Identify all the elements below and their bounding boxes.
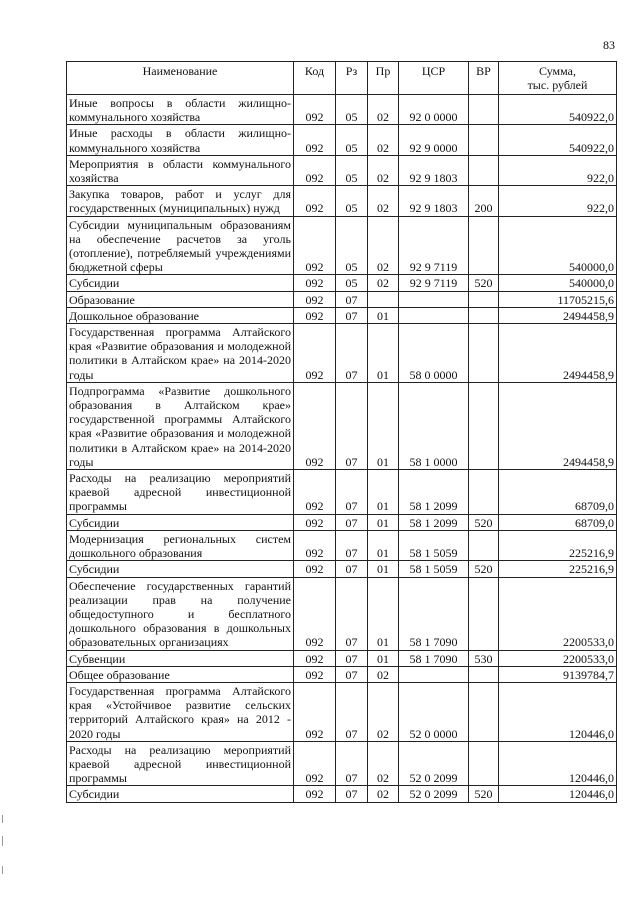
cell-name: Общее образование — [67, 666, 294, 682]
cell-rz: 07 — [336, 470, 368, 515]
cell-vr: 520 — [469, 275, 499, 291]
cell-name: Иные расходы в области жилищно-коммунального хозяйства — [67, 125, 294, 155]
header-kod: Код — [294, 62, 336, 95]
cell-kod: 092 — [294, 577, 336, 650]
cell-csr: 52 0 2099 — [399, 786, 469, 802]
cell-rz: 07 — [336, 786, 368, 802]
cell-kod: 092 — [294, 382, 336, 469]
table-row — [67, 666, 617, 682]
cell-pr: 01 — [368, 324, 399, 383]
header-pr: Пр — [368, 62, 399, 95]
table-row — [67, 530, 617, 560]
cell-kod: 092 — [294, 470, 336, 515]
cell-sum: 540000,0 — [499, 275, 617, 291]
table-row — [67, 577, 617, 650]
cell-kod: 092 — [294, 125, 336, 155]
cell-csr: 58 1 2099 — [399, 514, 469, 530]
cell-sum: 540922,0 — [499, 125, 617, 155]
cell-kod: 092 — [294, 786, 336, 802]
cell-rz: 07 — [336, 741, 368, 786]
table-header-row — [67, 62, 617, 95]
cell-vr: 520 — [469, 561, 499, 577]
cell-pr: 01 — [368, 514, 399, 530]
cell-pr: 02 — [368, 216, 399, 275]
cell-name: Иные вопросы в области жилищно-коммунального хозяйства — [67, 95, 294, 125]
cell-sum: 2494458,9 — [499, 382, 617, 469]
table-row — [67, 275, 617, 291]
cell-sum: 2494458,9 — [499, 324, 617, 383]
header-vr: ВР — [469, 62, 499, 95]
cell-sum: 68709,0 — [499, 470, 617, 515]
cell-pr: 02 — [368, 786, 399, 802]
cell-csr: 58 0 0000 — [399, 324, 469, 383]
cell-rz: 07 — [336, 682, 368, 741]
cell-csr — [399, 291, 469, 307]
cell-pr: 01 — [368, 650, 399, 666]
cell-sum: 11705215,6 — [499, 291, 617, 307]
cell-sum: 225216,9 — [499, 530, 617, 560]
header-sum-line2: тыс. рублей — [527, 78, 588, 93]
cell-pr: 01 — [368, 530, 399, 560]
cell-rz: 05 — [336, 125, 368, 155]
cell-sum: 2200533,0 — [499, 650, 617, 666]
table-row — [67, 514, 617, 530]
cell-sum: 540000,0 — [499, 216, 617, 275]
cell-kod: 092 — [294, 216, 336, 275]
cell-rz: 07 — [336, 530, 368, 560]
header-csr: ЦСР — [399, 62, 469, 95]
cell-csr — [399, 307, 469, 323]
cell-pr: 02 — [368, 275, 399, 291]
cell-pr — [368, 291, 399, 307]
cell-sum: 225216,9 — [499, 561, 617, 577]
table-row — [67, 682, 617, 741]
cell-name: Закупка товаров, работ и услуг для государственных (муниципальных) нужд — [67, 186, 294, 216]
cell-pr: 01 — [368, 577, 399, 650]
scan-artifact — [2, 866, 3, 874]
cell-csr: 58 1 7090 — [399, 650, 469, 666]
cell-rz: 07 — [336, 291, 368, 307]
cell-vr — [469, 470, 499, 515]
table-row — [67, 650, 617, 666]
cell-pr: 02 — [368, 741, 399, 786]
cell-vr — [469, 682, 499, 741]
table-row — [67, 307, 617, 323]
cell-rz: 05 — [336, 186, 368, 216]
cell-kod: 092 — [294, 186, 336, 216]
cell-name: Расходы на реализацию мероприятий краевой адресной инвестиционной программы — [67, 470, 294, 515]
cell-pr: 01 — [368, 561, 399, 577]
table-row — [67, 561, 617, 577]
cell-vr — [469, 125, 499, 155]
budget-table — [66, 61, 617, 803]
cell-vr: 530 — [469, 650, 499, 666]
cell-rz: 05 — [336, 216, 368, 275]
cell-name: Субвенции — [67, 650, 294, 666]
cell-sum: 120446,0 — [499, 741, 617, 786]
cell-kod: 092 — [294, 682, 336, 741]
header-rz: Рз — [336, 62, 368, 95]
cell-name: Мероприятия в области коммунального хозяйства — [67, 155, 294, 185]
cell-name: Модернизация региональных систем дошкольного образования — [67, 530, 294, 560]
table-row — [67, 95, 617, 125]
table-row — [67, 216, 617, 275]
cell-name: Образование — [67, 291, 294, 307]
cell-pr: 02 — [368, 666, 399, 682]
cell-csr: 92 9 7119 — [399, 275, 469, 291]
cell-kod: 092 — [294, 275, 336, 291]
cell-kod: 092 — [294, 514, 336, 530]
cell-pr: 01 — [368, 382, 399, 469]
cell-pr: 02 — [368, 125, 399, 155]
cell-csr: 92 9 1803 — [399, 155, 469, 185]
cell-name: Субсидии — [67, 561, 294, 577]
cell-csr: 58 1 7090 — [399, 577, 469, 650]
cell-vr — [469, 666, 499, 682]
cell-sum: 9139784,7 — [499, 666, 617, 682]
cell-pr: 01 — [368, 470, 399, 515]
cell-name: Государственная программа Алтайского края «Устойчивое развитие сельских территорий Алтайского края» на 2012 - 2020 годы — [67, 682, 294, 741]
cell-csr: 92 9 0000 — [399, 125, 469, 155]
cell-rz: 07 — [336, 650, 368, 666]
table-row — [67, 125, 617, 155]
cell-vr — [469, 530, 499, 560]
page-number: 83 — [603, 38, 615, 52]
cell-vr: 520 — [469, 514, 499, 530]
cell-vr — [469, 382, 499, 469]
table-row — [67, 382, 617, 469]
cell-kod: 092 — [294, 324, 336, 383]
cell-sum: 2494458,9 — [499, 307, 617, 323]
table-row — [67, 470, 617, 515]
cell-csr: 58 1 0000 — [399, 382, 469, 469]
cell-csr: 92 9 7119 — [399, 216, 469, 275]
cell-csr: 52 0 2099 — [399, 741, 469, 786]
cell-name: Расходы на реализацию мероприятий краевой адресной инвестиционной программы — [67, 741, 294, 786]
cell-csr: 58 1 5059 — [399, 530, 469, 560]
cell-sum: 2200533,0 — [499, 577, 617, 650]
cell-kod: 092 — [294, 307, 336, 323]
cell-vr — [469, 324, 499, 383]
table-row — [67, 324, 617, 383]
cell-csr: 58 1 2099 — [399, 470, 469, 515]
cell-vr: 200 — [469, 186, 499, 216]
cell-rz: 07 — [336, 324, 368, 383]
cell-rz: 07 — [336, 382, 368, 469]
header-name: Наименование — [67, 62, 294, 95]
cell-kod: 092 — [294, 666, 336, 682]
cell-rz: 07 — [336, 577, 368, 650]
cell-csr: 58 1 5059 — [399, 561, 469, 577]
cell-csr — [399, 666, 469, 682]
cell-csr: 92 9 1803 — [399, 186, 469, 216]
cell-vr — [469, 577, 499, 650]
cell-vr: 520 — [469, 786, 499, 802]
cell-name: Субсидии муниципальным образованиям на обеспечение расчетов за уголь (отопление), потребляемый учреждениями бюджетной сферы — [67, 216, 294, 275]
scan-artifact — [2, 815, 3, 823]
cell-sum: 922,0 — [499, 186, 617, 216]
cell-name: Дошкольное образование — [67, 307, 294, 323]
cell-kod: 092 — [294, 741, 336, 786]
cell-rz: 07 — [336, 514, 368, 530]
table-row — [67, 186, 617, 216]
cell-pr: 02 — [368, 155, 399, 185]
cell-kod: 092 — [294, 291, 336, 307]
cell-rz: 07 — [336, 666, 368, 682]
cell-rz: 05 — [336, 155, 368, 185]
cell-kod: 092 — [294, 561, 336, 577]
table-row — [67, 741, 617, 786]
cell-vr — [469, 307, 499, 323]
cell-kod: 092 — [294, 530, 336, 560]
cell-vr — [469, 95, 499, 125]
cell-kod: 092 — [294, 95, 336, 125]
cell-rz: 05 — [336, 275, 368, 291]
cell-name: Подпрограмма «Развитие дошкольного образования в Алтайском крае» государственной программы Алтайского края «Развитие образования и молодежной политики в Алтайском крае» на 2014-2020 годы — [67, 382, 294, 469]
header-sum-line1: Сумма, — [539, 64, 576, 78]
cell-csr: 92 0 0000 — [399, 95, 469, 125]
cell-sum: 68709,0 — [499, 514, 617, 530]
cell-sum: 922,0 — [499, 155, 617, 185]
cell-vr — [469, 741, 499, 786]
cell-sum: 120446,0 — [499, 682, 617, 741]
cell-rz: 07 — [336, 307, 368, 323]
cell-pr: 01 — [368, 307, 399, 323]
cell-csr: 52 0 0000 — [399, 682, 469, 741]
cell-name: Субсидии — [67, 514, 294, 530]
cell-pr: 02 — [368, 95, 399, 125]
cell-name: Государственная программа Алтайского края «Развитие образования и молодежной политики в Алтайском крае» на 2014-2020 годы — [67, 324, 294, 383]
cell-name: Обеспечение государственных гарантий реализации прав на получение общедоступного и бесплатного дошкольного образования в дошкольных образовательных организациях — [67, 577, 294, 650]
cell-rz: 07 — [336, 561, 368, 577]
table-row — [67, 786, 617, 802]
cell-pr: 02 — [368, 682, 399, 741]
table-row — [67, 291, 617, 307]
cell-rz: 05 — [336, 95, 368, 125]
cell-vr — [469, 155, 499, 185]
scan-artifact — [2, 836, 3, 846]
cell-kod: 092 — [294, 650, 336, 666]
cell-kod: 092 — [294, 155, 336, 185]
cell-vr — [469, 216, 499, 275]
cell-pr: 02 — [368, 186, 399, 216]
header-sum — [499, 62, 617, 95]
cell-vr — [469, 291, 499, 307]
cell-sum: 120446,0 — [499, 786, 617, 802]
cell-name: Субсидии — [67, 275, 294, 291]
cell-sum: 540922,0 — [499, 95, 617, 125]
table-row — [67, 155, 617, 185]
cell-name: Субсидии — [67, 786, 294, 802]
